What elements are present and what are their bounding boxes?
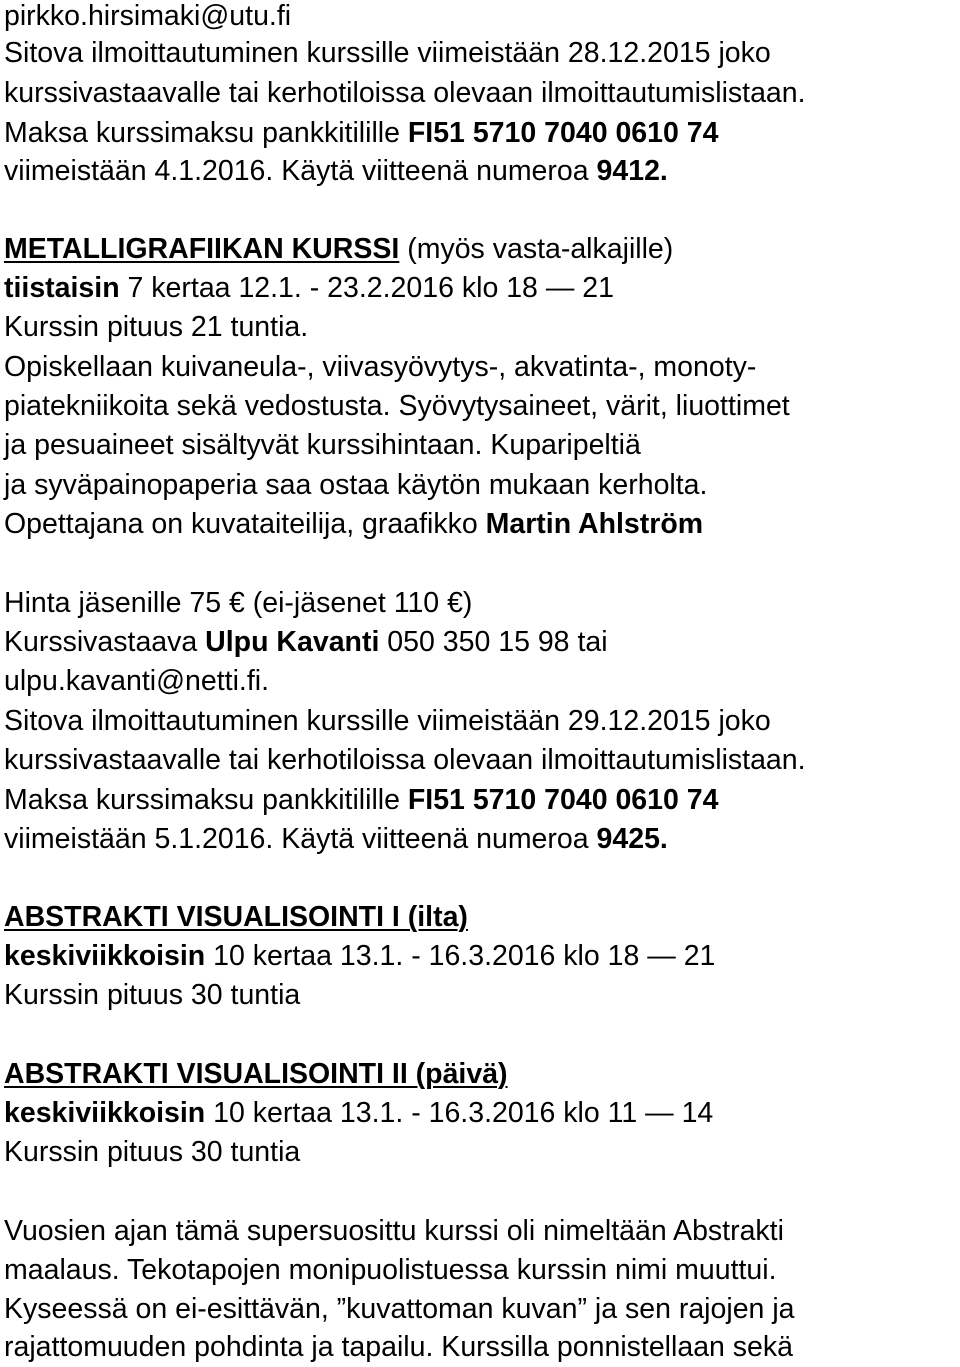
registration-text: Sitova ilmoittautuminen kurssille viimeistään 28.12.2015 joko [4, 37, 771, 69]
registration-text: kurssivastaavalle tai kerhotiloissa olevaan ilmoittautumislistaan. [4, 77, 806, 109]
contact-line [4, 623, 608, 661]
teacher-text: Opettajana on kuvataiteilija, graafikko [4, 508, 486, 540]
schedule-text: 10 kertaa 13.1. - 16.3.2016 klo 18 — 21 [205, 940, 716, 972]
registration-text: Sitova ilmoittautuminen kurssille viimeistään 29.12.2015 joko [4, 705, 771, 737]
payment-line [4, 781, 718, 819]
reference-number: 9412. [596, 155, 668, 187]
description-text: Opiskellaan kuivaneula-, viivasyövytys-, akvatinta-, monoty- [4, 351, 757, 383]
description-text: ja syväpainopaperia saa ostaa käytön mukaan kerholta. [4, 469, 708, 501]
schedule-line [4, 1094, 713, 1132]
contact-email[interactable]: ulpu.kavanti@netti.fi. [4, 665, 269, 697]
teacher-line [4, 505, 703, 543]
schedule-line [4, 937, 715, 975]
course-duration: Kurssin pituus 30 tuntia [4, 979, 301, 1011]
course-subtitle: (myös vasta-alkajille) [399, 233, 674, 265]
description-text: rajattomuuden pohdinta ja tapailu. Kurssilla ponnistellaan sekä [4, 1331, 794, 1363]
contact-phone: 050 350 15 98 tai [379, 626, 608, 658]
reference-line [4, 820, 668, 858]
contact-email[interactable]: pirkko.hirsimaki@utu.fi [4, 0, 292, 32]
reference-text: viimeistään 4.1.2016. Käytä viitteenä numeroa [4, 155, 597, 187]
course-title: ABSTRAKTI VISUALISOINTI II (päivä) [4, 1058, 508, 1090]
course-heading-line [4, 230, 673, 268]
course-duration: Kurssin pituus 30 tuntia [4, 1136, 301, 1168]
reference-text: viimeistään 5.1.2016. Käytä viitteenä numeroa [4, 823, 597, 855]
course-title: METALLIGRAFIIKAN KURSSI [4, 233, 400, 265]
payment-text: Maksa kurssimaksu pankkitilille [4, 117, 408, 149]
account-number: FI51 5710 7040 0610 74 [407, 117, 719, 149]
description-text: maalaus. Tekotapojen monipuolistuessa kurssin nimi muuttui. [4, 1254, 777, 1286]
schedule-text: 10 kertaa 13.1. - 16.3.2016 klo 11 — 14 [205, 1097, 714, 1129]
contact-text: Kurssivastaava [4, 626, 206, 658]
schedule-text: 7 kertaa 12.1. - 23.2.2016 klo 18 — 21 [119, 272, 614, 304]
price-line: Hinta jäsenille 75 € (ei-jäsenet 110 €) [4, 587, 473, 619]
account-number: FI51 5710 7040 0610 74 [407, 784, 719, 816]
contact-name: Ulpu Kavanti [205, 626, 380, 658]
description-text: Vuosien ajan tämä supersuosittu kurssi oli nimeltään Abstrakti [4, 1215, 784, 1247]
payment-text: Maksa kurssimaksu pankkitilille [4, 784, 408, 816]
weekday: keskiviikkoisin [4, 940, 206, 972]
reference-line [4, 152, 668, 190]
teacher-name: Martin Ahlström [485, 508, 704, 540]
course-title: ABSTRAKTI VISUALISOINTI I (ilta) [4, 901, 468, 933]
description-text: Kyseessä on ei-esittävän, ”kuvattoman kuvan” ja sen rajojen ja [4, 1293, 795, 1325]
payment-line [4, 114, 718, 152]
schedule-line [4, 269, 614, 307]
reference-number: 9425. [596, 823, 668, 855]
description-text: ja pesuaineet sisältyvät kurssihintaan. Kuparipeltiä [4, 429, 641, 461]
course-duration: Kurssin pituus 21 tuntia. [4, 311, 309, 343]
weekday: keskiviikkoisin [4, 1097, 206, 1129]
registration-text: kurssivastaavalle tai kerhotiloissa olevaan ilmoittautumislistaan. [4, 744, 806, 776]
description-text: piatekniikoita sekä vedostusta. Syövytysaineet, värit, liuottimet [4, 390, 790, 422]
weekday: tiistaisin [4, 272, 120, 304]
